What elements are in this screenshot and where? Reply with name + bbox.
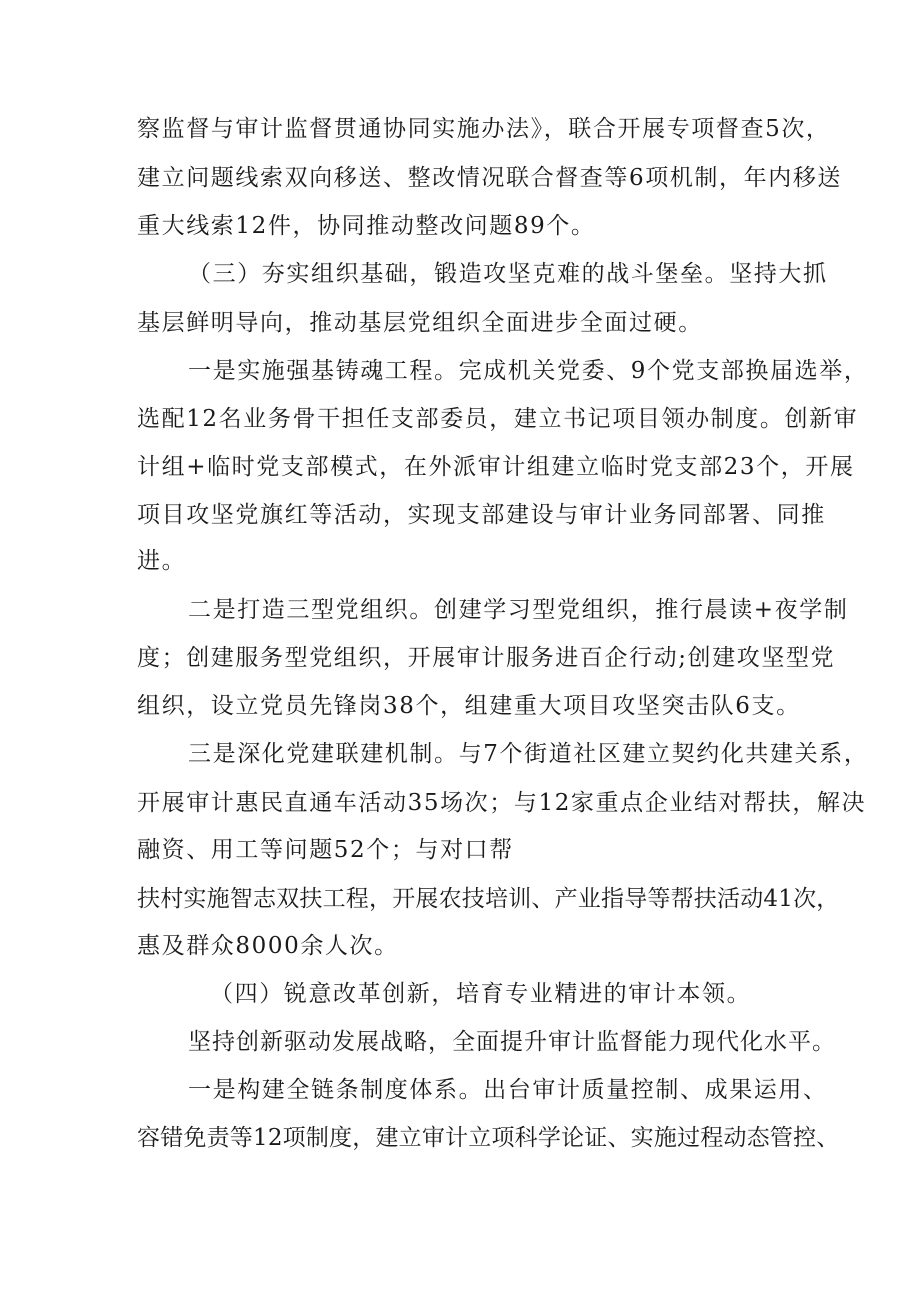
text-line: 扶村实施智志双扶工程，开展农技培训、产业指导等帮扶活动41次， xyxy=(137,886,840,912)
text-line: 建立问题线索双向移送、整改情况联合督查等6项机制，年内移送 xyxy=(137,165,843,191)
section-heading: （三）夯实组织基础，锻造攻坚克难的战斗堡垒。坚持大抓 xyxy=(188,261,828,287)
text-line: 容错免责等12项制度，建立审计立项科学论证、实施过程动态管控、 xyxy=(137,1125,840,1151)
text-line: 惠及群众8000余人次。 xyxy=(137,933,399,959)
paragraph-start: 一是构建全链条制度体系。出台审计质量控制、成果运用、 xyxy=(188,1077,828,1103)
text-line: 度；创建服务型党组织，开展审计服务进百企行动;创建攻坚型党 xyxy=(137,645,836,671)
text-line: 察监督与审计监督贯通协同实施办法》，联合开展专项督查5次， xyxy=(137,116,831,142)
text-line: 组织，设立党员先锋岗38个，组建重大项目攻坚突击队6支。 xyxy=(137,693,801,719)
text-line: 进。 xyxy=(137,548,187,574)
text-line: 计组+临时党支部模式，在外派审计组建立临时党支部23个，开展 xyxy=(137,454,855,480)
text-line: 重大线索12件，协同推动整改问题89个。 xyxy=(137,213,596,239)
text-line: 开展审计惠民直通车活动35场次；与12家重点企业结对帮扶，解决 xyxy=(137,790,867,816)
text-line: 基层鲜明导向，推动基层党组织全面进步全面过硬。 xyxy=(137,310,703,336)
text-line: 融资、用工等问题52个；与对口帮 xyxy=(137,837,514,863)
text-line: 项目攻坚党旗红等活动，实现支部建设与审计业务同部署、同推 xyxy=(137,502,826,528)
paragraph-start: 一是实施强基铸魂工程。完成机关党委、9个党支部换届选举， xyxy=(188,358,869,384)
paragraph-start: 坚持创新驱动发展战略，全面提升审计监督能力现代化水平。 xyxy=(188,1029,836,1055)
text-line: 选配12名业务骨干担任支部委员，建立书记项目领办制度。创新审 xyxy=(137,406,859,432)
section-heading: （四）锐意改革创新，培育专业精进的审计本领。 xyxy=(210,981,752,1007)
paragraph-start: 三是深化党建联建机制。与7个街道社区建立契约化共建关系， xyxy=(188,741,869,767)
paragraph-start: 二是打造三型党组织。创建学习型党组织，推行晨读+夜学制 xyxy=(188,597,849,623)
